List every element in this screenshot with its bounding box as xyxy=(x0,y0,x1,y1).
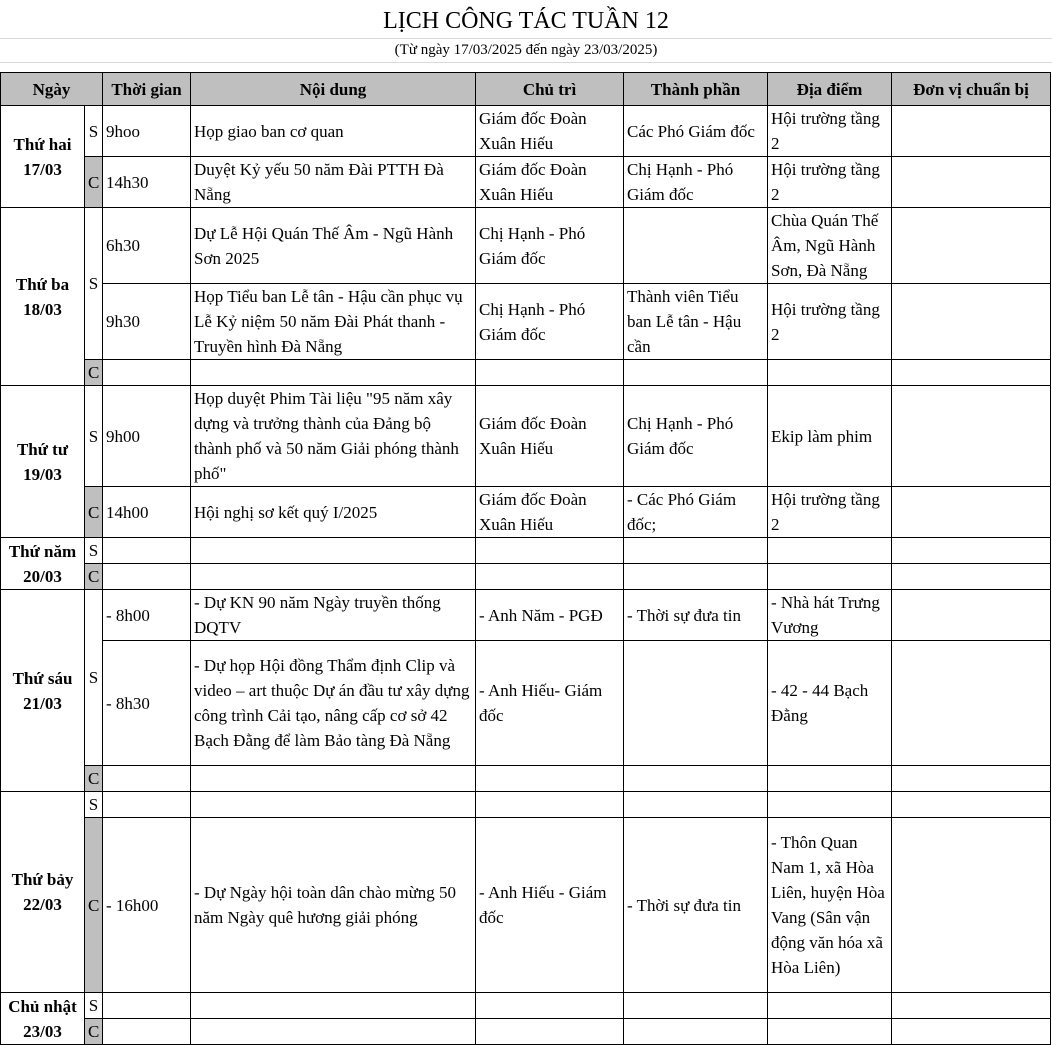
chair-cell: Chị Hạnh - Phó Giám đốc xyxy=(476,284,624,360)
time-cell: 9hoo xyxy=(103,106,191,157)
schedule-date-range: (Từ ngày 17/03/2025 đến ngày 23/03/2025) xyxy=(394,42,658,58)
table-row xyxy=(1,993,1051,1019)
chair-cell: Giám đốc Đoàn Xuân Hiếu xyxy=(476,106,624,157)
col-header-members: Thành phần xyxy=(624,73,768,106)
day-friday: Thứ sáu 21/03 xyxy=(1,590,85,792)
unit-cell xyxy=(892,386,1051,487)
time-cell: 9h30 xyxy=(103,284,191,360)
day-sunday: Chủ nhật 23/03 xyxy=(1,993,85,1045)
col-header-content: Nội dung xyxy=(191,73,476,106)
unit-cell xyxy=(892,106,1051,157)
session-afternoon: C xyxy=(85,360,103,386)
chair-cell: Giám đốc Đoàn Xuân Hiếu xyxy=(476,157,624,208)
unit-cell xyxy=(892,208,1051,284)
time-cell: 14h00 xyxy=(103,487,191,538)
unit-cell xyxy=(892,818,1051,993)
content-cell: Hội nghị sơ kết quý I/2025 xyxy=(191,487,476,538)
chair-cell: Giám đốc Đoàn Xuân Hiếu xyxy=(476,487,624,538)
table-row xyxy=(1,208,1051,284)
place-cell: - Nhà hát Trưng Vương xyxy=(768,590,892,641)
members-cell: Chị Hạnh - Phó Giám đốc xyxy=(624,157,768,208)
col-header-time: Thời gian xyxy=(103,73,191,106)
place-cell: Hội trường tầng 2 xyxy=(768,487,892,538)
table-row xyxy=(1,641,1051,766)
chair-cell: - Anh Hiếu- Giám đốc xyxy=(476,641,624,766)
place-cell: Hội trường tầng 2 xyxy=(768,157,892,208)
content-cell: Họp giao ban cơ quan xyxy=(191,106,476,157)
table-header-row xyxy=(1,73,1051,106)
unit-cell xyxy=(892,641,1051,766)
content-cell: Dự Lễ Hội Quán Thế Âm - Ngũ Hành Sơn 2025 xyxy=(191,208,476,284)
session-morning: S xyxy=(85,538,103,564)
session-morning: S xyxy=(85,106,103,157)
session-afternoon: C xyxy=(85,818,103,993)
place-cell: Chùa Quán Thế Âm, Ngũ Hành Sơn, Đà Nẵng xyxy=(768,208,892,284)
members-cell: - Thời sự đưa tin xyxy=(624,590,768,641)
members-cell: Chị Hạnh - Phó Giám đốc xyxy=(624,386,768,487)
place-cell: - Thôn Quan Nam 1, xã Hòa Liên, huyện Hòa Vang (Sân vận động văn hóa xã Hòa Liên) xyxy=(768,818,892,993)
members-cell: Thành viên Tiểu ban Lễ tân - Hậu cần xyxy=(624,284,768,360)
table-row xyxy=(1,487,1051,538)
col-header-place: Địa điểm xyxy=(768,73,892,106)
day-thursday: Thứ năm 20/03 xyxy=(1,538,85,590)
members-cell: Các Phó Giám đốc xyxy=(624,106,768,157)
session-afternoon: C xyxy=(85,766,103,792)
schedule-table xyxy=(0,72,1051,1045)
table-row xyxy=(1,284,1051,360)
table-row xyxy=(1,360,1051,386)
table-row xyxy=(1,590,1051,641)
time-cell: 14h30 xyxy=(103,157,191,208)
content-cell: - Dự họp Hội đồng Thẩm định Clip và video – art thuộc Dự án đầu tư xây dựng công trình Cải tạo, nâng cấp cơ sở 42 Bạch Đằng để làm Bảo tàng Đà Nẵng xyxy=(191,641,476,766)
time-cell: - 16h00 xyxy=(103,818,191,993)
place-cell: Ekip làm phim xyxy=(768,386,892,487)
day-saturday: Thứ bảy 22/03 xyxy=(1,792,85,993)
unit-cell xyxy=(892,157,1051,208)
time-cell: 9h00 xyxy=(103,386,191,487)
table-row xyxy=(1,386,1051,487)
unit-cell xyxy=(892,590,1051,641)
session-morning: S xyxy=(85,208,103,360)
time-cell: 6h30 xyxy=(103,208,191,284)
unit-cell xyxy=(892,487,1051,538)
chair-cell: - Anh Năm - PGĐ xyxy=(476,590,624,641)
col-header-day: Ngày xyxy=(1,73,103,106)
content-cell: - Dự KN 90 năm Ngày truyền thống DQTV xyxy=(191,590,476,641)
table-row xyxy=(1,766,1051,792)
day-wednesday: Thứ tư 19/03 xyxy=(1,386,85,538)
session-morning: S xyxy=(85,386,103,487)
session-afternoon: C xyxy=(85,564,103,590)
chair-cell: - Anh Hiếu - Giám đốc xyxy=(476,818,624,993)
col-header-chair: Chủ trì xyxy=(476,73,624,106)
table-row xyxy=(1,157,1051,208)
unit-cell xyxy=(892,284,1051,360)
members-cell: - Thời sự đưa tin xyxy=(624,818,768,993)
content-cell: - Dự Ngày hội toàn dân chào mừng 50 năm Ngày quê hương giải phóng xyxy=(191,818,476,993)
table-row xyxy=(1,792,1051,818)
members-cell: - Các Phó Giám đốc; xyxy=(624,487,768,538)
time-cell: - 8h30 xyxy=(103,641,191,766)
place-cell: Hội trường tầng 2 xyxy=(768,284,892,360)
table-row xyxy=(1,818,1051,993)
content-cell: Duyệt Kỷ yếu 50 năm Đài PTTH Đà Nẵng xyxy=(191,157,476,208)
table-row xyxy=(1,1019,1051,1045)
session-afternoon: C xyxy=(85,487,103,538)
session-morning: S xyxy=(85,792,103,818)
day-monday: Thứ hai 17/03 xyxy=(1,106,85,208)
chair-cell: Chị Hạnh - Phó Giám đốc xyxy=(476,208,624,284)
place-cell: - 42 - 44 Bạch Đằng xyxy=(768,641,892,766)
session-morning: S xyxy=(85,993,103,1019)
table-row xyxy=(1,538,1051,564)
time-cell: - 8h00 xyxy=(103,590,191,641)
session-afternoon: C xyxy=(85,1019,103,1045)
content-cell: Họp Tiểu ban Lễ tân - Hậu cần phục vụ Lễ Kỷ niệm 50 năm Đài Phát thanh - Truyền hình Đà Nẵng xyxy=(191,284,476,360)
col-header-unit: Đơn vị chuẩn bị xyxy=(892,73,1051,106)
place-cell: Hội trường tầng 2 xyxy=(768,106,892,157)
table-row xyxy=(1,106,1051,157)
day-tuesday: Thứ ba 18/03 xyxy=(1,208,85,386)
chair-cell: Giám đốc Đoàn Xuân Hiếu xyxy=(476,386,624,487)
schedule-title: LỊCH CÔNG TÁC TUẦN 12 xyxy=(383,8,669,34)
members-cell xyxy=(624,208,768,284)
session-morning: S xyxy=(85,590,103,766)
table-row xyxy=(1,564,1051,590)
session-afternoon: C xyxy=(85,157,103,208)
content-cell: Họp duyệt Phim Tài liệu "95 năm xây dựng và trưởng thành của Đảng bộ thành phố và 50 năm Giải phóng thành phố" xyxy=(191,386,476,487)
members-cell xyxy=(624,641,768,766)
